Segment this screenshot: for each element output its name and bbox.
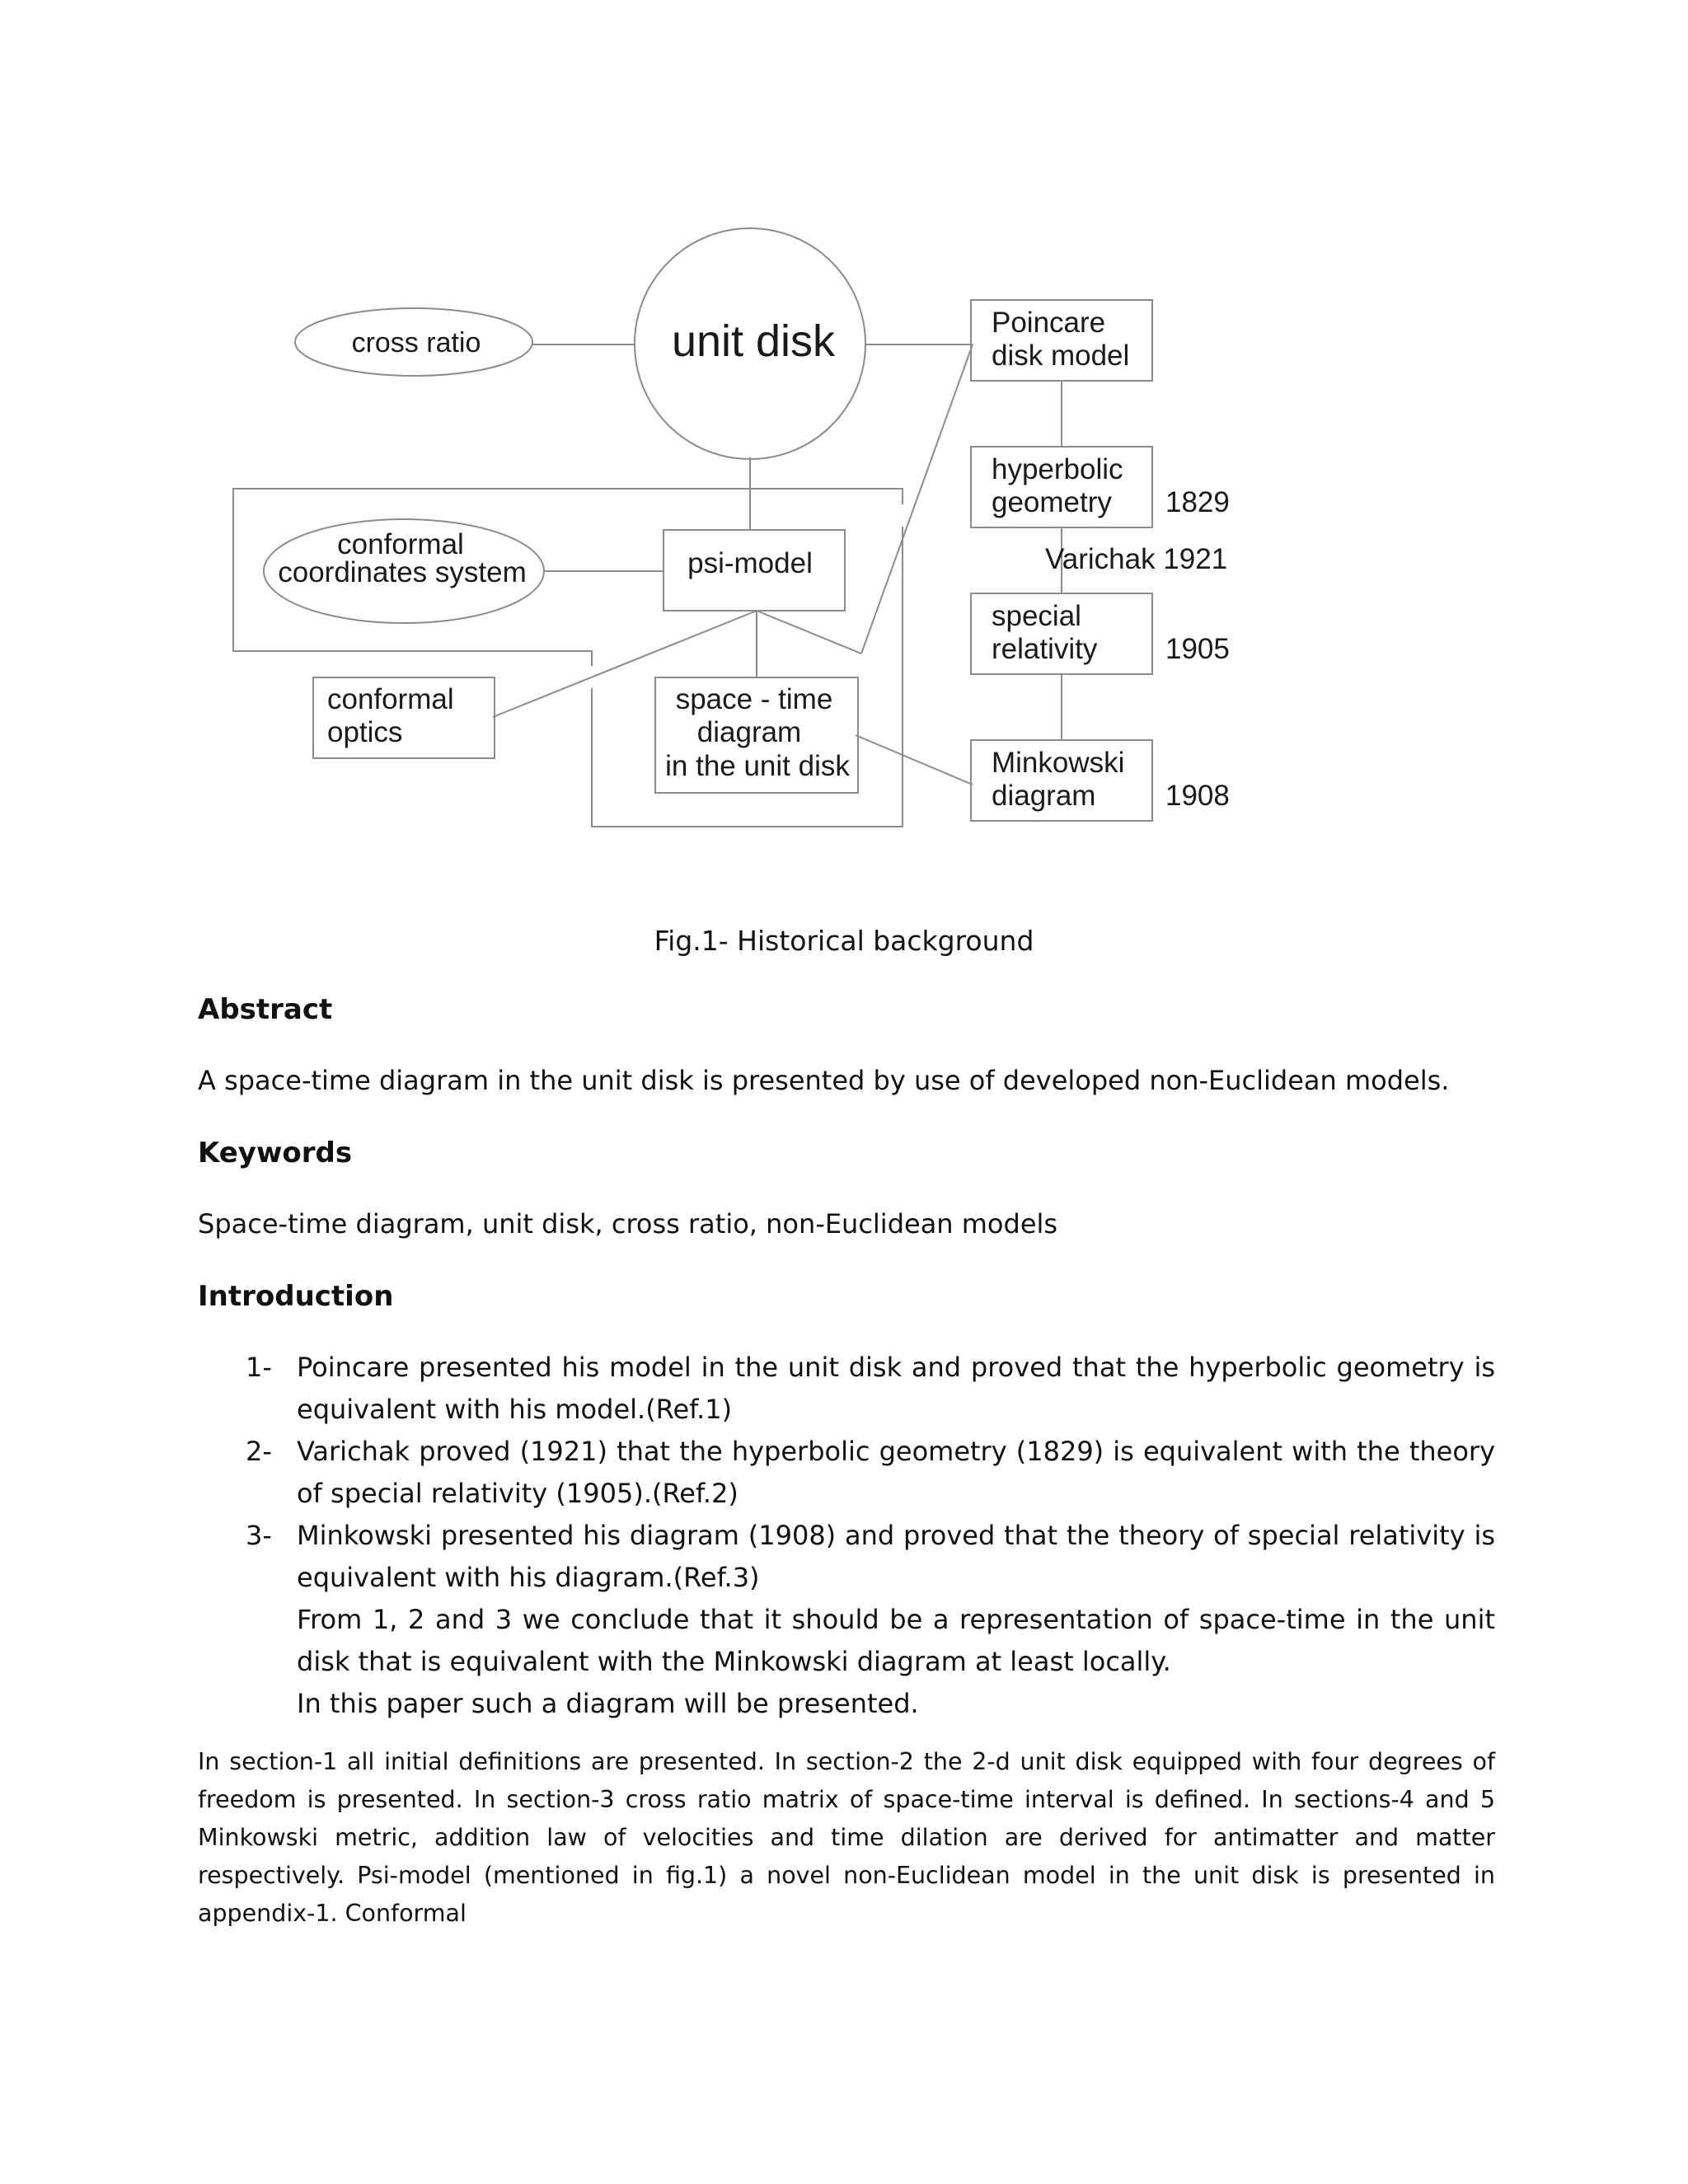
list-item-text: Poincare presented his model in the unit disk and proved that the hyperbolic geometry is equivalent with his model.(Ref.1) (297, 1352, 1495, 1425)
label-hyperbolic-1: hyperbolic (992, 453, 1123, 485)
label-poincare-2: disk model (992, 340, 1130, 372)
label-conformal-optics-2: optics (327, 716, 403, 748)
label-conformal-coords-2: coordinates system (278, 556, 527, 588)
label-minkowski-2: diagram (992, 780, 1096, 812)
list-item (198, 1515, 1495, 1599)
introduction-list (198, 1347, 1495, 1599)
label-varichak: Varichak 1921 (1045, 543, 1228, 575)
concept-diagram (0, 0, 1688, 907)
label-spacetime-1: space - time (675, 683, 833, 715)
label-minkowski-1: Minkowski (992, 747, 1125, 779)
label-conformal-optics-1: conformal (327, 683, 454, 715)
introduction-statement: In this paper such a diagram will be presented. (297, 1688, 919, 1719)
introduction-conclusion: From 1, 2 and 3 we conclude that it should be a representation of space-time in the unit disk that is equivalent with the Minkowski diagram at least locally. (297, 1604, 1495, 1677)
list-item-text: Minkowski presented his diagram (1908) and proved that the theory of special relativity is equivalent with his diagram.(Ref.3) (297, 1520, 1495, 1593)
keywords-heading: Keywords (198, 1137, 353, 1169)
label-minkowski-year: 1908 (1165, 780, 1230, 812)
list-item (198, 1347, 1495, 1431)
keywords-text: Space-time diagram, unit disk, cross ratio, non-Euclidean models (198, 1208, 1058, 1240)
figure-caption: Fig.1- Historical background (654, 925, 1034, 957)
label-special-1: special (992, 600, 1081, 632)
label-poincare-1: Poincare (992, 307, 1106, 339)
figure-historical-background (0, 0, 1688, 907)
label-unit-disk: unit disk (671, 316, 836, 366)
abstract-text: A space-time diagram in the unit disk is presented by use of developed non-Euclidean models. (198, 1065, 1450, 1096)
edge-spacetime-minkowski (856, 735, 973, 785)
label-hyperbolic-2: geometry (992, 486, 1112, 518)
edge-psimodel-poincare-b (861, 344, 973, 654)
list-item-number: 1- (246, 1352, 272, 1383)
label-psi-model: psi-model (687, 547, 813, 579)
label-special-year: 1905 (1165, 633, 1230, 665)
label-hyperbolic-year: 1829 (1165, 486, 1230, 518)
abstract-heading: Abstract (198, 993, 333, 1026)
section-outline-text: In section-1 all initial definitions are presented. In section-2 the 2-d unit disk equipped with four degrees of freedom is presented. In section-3 cross ratio matrix of space-time interval is defined. In sections-4 and 5 Minkowski metric, addition law of velocities and time dilation are derived for antimatter and matter respectively. Psi-model (mentioned in fig.1) a novel non-Euclidean model in the unit disk is presented in appendix-1. Conformal (198, 1748, 1495, 1927)
label-spacetime-2: diagram (696, 716, 802, 748)
label-spacetime-3: in the unit disk (665, 750, 850, 782)
introduction-heading: Introduction (198, 1280, 394, 1313)
list-item (198, 1431, 1495, 1515)
label-conformal-coords-1: conformal (337, 528, 464, 560)
label-special-2: relativity (992, 633, 1098, 665)
paper-body (198, 989, 1495, 1933)
list-item-number: 3- (246, 1520, 272, 1551)
label-cross-ratio: cross ratio (351, 327, 481, 359)
list-item-text: Varichak proved (1921) that the hyperbolic geometry (1829) is equivalent with the theory of special relativity (1905).(Ref.2) (297, 1436, 1495, 1509)
edge-psimodel-poincare-a (757, 611, 861, 654)
list-item-number: 2- (246, 1436, 272, 1467)
